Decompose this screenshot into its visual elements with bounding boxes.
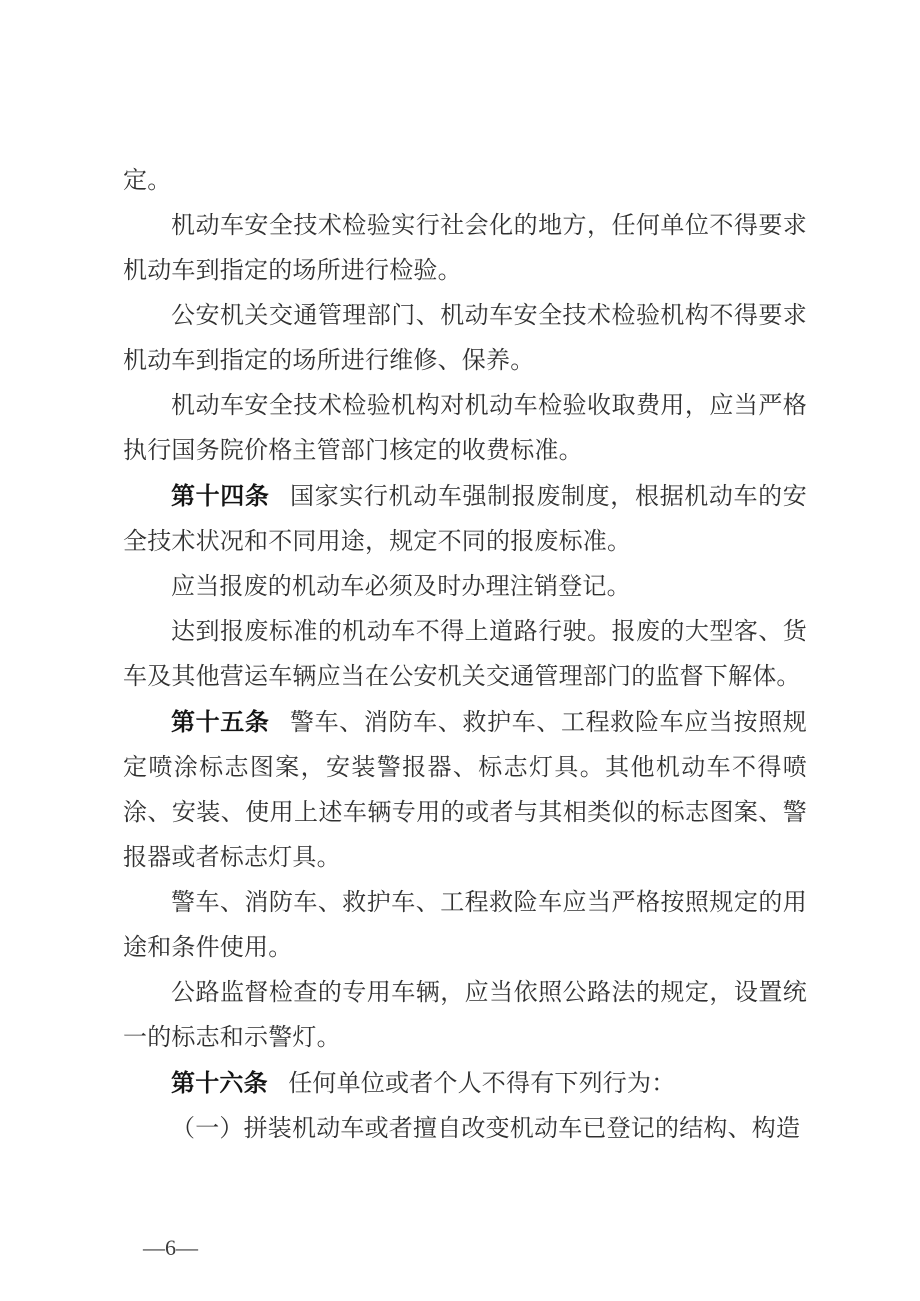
paragraph: （一）拼装机动车或者擅自改变机动车已登记的结构、构造 <box>171 1116 801 1142</box>
paragraph: 公安机关交通管理部门、机动车安全技术检验机构不得要求机动车到指定的场所进行维修、保养。 <box>123 303 807 374</box>
paragraph: 第十五条 警车、消防车、救护车、工程救险车应当按照规定喷涂标志图案，安装警报器、标志灯具。其他机动车不得喷涂、安装、使用上述车辆专用的或者与其相类似的标志图案、警报器或者标志灯具。 <box>123 709 807 871</box>
paragraph: 第十四条 国家实行机动车强制报废制度，根据机动车的安全技术状况和不同用途，规定不同的报废标准。 <box>123 483 807 555</box>
document-body <box>123 159 807 1152</box>
paragraph: 公路监督检查的专用车辆，应当依照公路法的规定，设置统一的标志和示警灯。 <box>123 980 807 1051</box>
page-number: —6— <box>143 1235 198 1260</box>
article-number: 第十六条 <box>171 1070 268 1097</box>
paragraph: 警车、消防车、救护车、工程救险车应当严格按照规定的用途和条件使用。 <box>123 890 807 961</box>
paragraph: 机动车安全技术检验机构对机动车检验收取费用，应当严格执行国务院价格主管部门核定的收费标准。 <box>123 393 807 464</box>
article-number: 第十五条 <box>171 709 270 736</box>
paragraph: 应当报废的机动车必须及时办理注销登记。 <box>171 574 631 600</box>
paragraph: 第十六条 任何单位或者个人不得有下列行为： <box>171 1070 676 1097</box>
paragraph: 定。 <box>123 168 172 194</box>
article-number: 第十四条 <box>171 483 270 510</box>
paragraph: 机动车安全技术检验实行社会化的地方，任何单位不得要求机动车到指定的场所进行检验。 <box>123 213 807 284</box>
paragraph: 达到报废标准的机动车不得上道路行驶。报废的大型客、货车及其他营运车辆应当在公安机关交通管理部门的监督下解体。 <box>123 619 807 690</box>
